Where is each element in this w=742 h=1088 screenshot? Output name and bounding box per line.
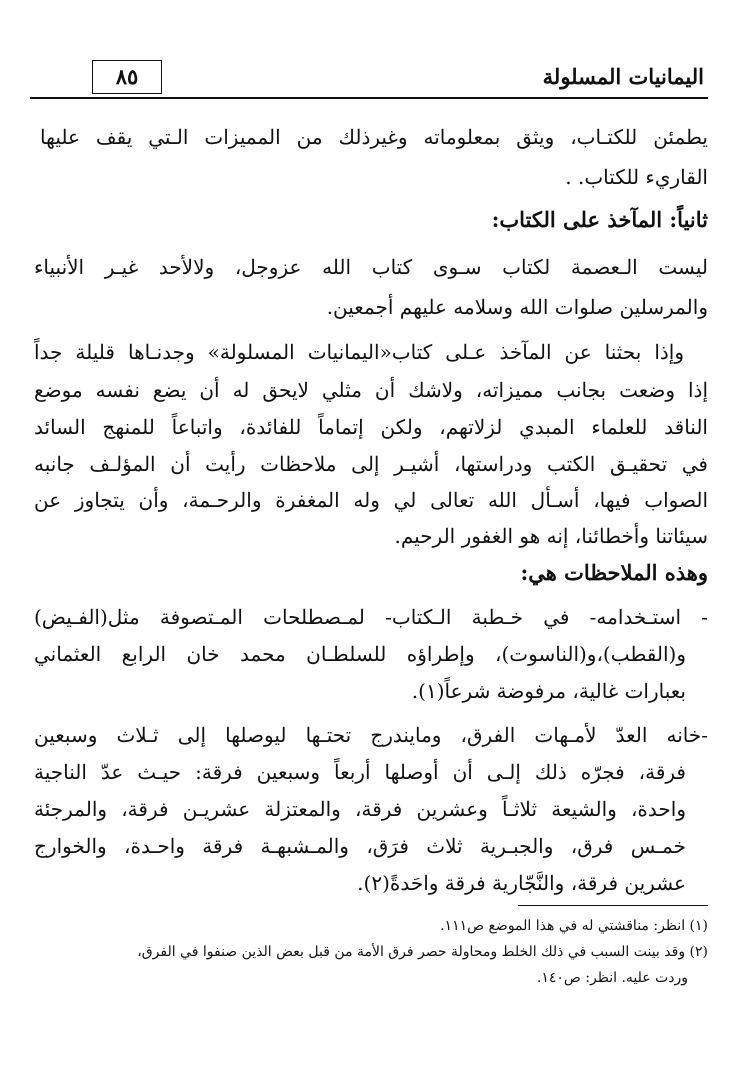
body-line: إذا وضعت بجانب مميزاته، ولاشك أن مثلي لايحق له أن يضع نفسه موضع: [34, 378, 708, 402]
running-header-title: اليمانيات المسلولة: [542, 64, 704, 89]
page-number-box: ٨٥: [92, 60, 162, 94]
list-item-line: واحدة، والشيعة ثلاثـاً وعشرين فرقة، والمعتزلة عشريـن فرقة، والمرجئة: [34, 797, 686, 821]
footnote-continuation: وردت عليه. انظر: ص١٤٠.: [536, 970, 688, 986]
list-item-line: فرقة، فجرّه ذلك إلـى أن أوصلها أربعاً وسبعين فرقة: حيـث عدّ الناجية: [34, 760, 686, 784]
body-line: يطمئن للكتـاب، ويثق بمعلوماته وغيرذلك من المميزات الـتي يقف عليها: [40, 125, 708, 149]
body-line: في تحقيـق الكتب ودراستها، أشيـر إلى ملاحظات رأيت أن المؤلـف جانبه: [34, 452, 708, 476]
list-item-line: - استـخدامه- في خـطبة الـكتاب- لمـصطلحات المـتصوفة مثل(الفـيض): [34, 605, 708, 629]
body-line: الناقد للعلماء المبدي لزلاتهم، ولكن إتماماً للفائدة، واتباعاً للمنهج السائد: [34, 415, 708, 439]
subsection-heading: وهذه الملاحظات هي:: [520, 560, 708, 585]
list-item-line: و(القطب)،و(الناسوت)، وإطراؤه للسلطـان محمد خان الرابع العثماني: [34, 642, 686, 666]
body-line: وإذا بحثنا عن المآخذ عـلى كتاب«اليمانيات المسلولة» وجدنـاها قليلة جداً: [34, 340, 684, 364]
body-line: القاريء للكتاب. .: [565, 165, 708, 189]
footnote-rule: [518, 905, 708, 906]
footnote: (٢) وقد بينت السبب في ذلك الخلط ومحاولة حصر فرق الأمة من قبل بعض الذين صنفوا في الفرق،: [137, 944, 708, 960]
section-heading: ثانياً: المآخذ على الكتاب:: [491, 207, 708, 232]
list-item-line: -خانه العدّ لأمـهات الفرق، ومايندرج تحتـها ليوصلها إلى ثـلاث وسبعين: [34, 723, 708, 747]
body-line: ليست الـعصمة لكتاب سـوى كتاب الله عزوجل، ولالأحد غيـر الأنبياء: [34, 255, 708, 279]
header-rule: [30, 97, 708, 99]
body-line: سيئاتنا وأخطائنا، إنه هو الغفور الرحيم.: [394, 524, 708, 548]
footnote: (١) انظر: مناقشتي له في هذا الموضع ص١١١.: [440, 918, 708, 934]
list-item-line: خمـس فرق، والجبـرية ثلاث فرَق، والمـشبهـة فرقة واحـدة، والخوارج: [34, 834, 686, 858]
body-line: الصواب فيها، أسـأل الله تعالى لي وله المغفرة والرحـمة، وأن يتجاوز عن: [34, 488, 708, 512]
list-item-line: بعبارات غالية، مرفوضة شرعاً(١).: [411, 679, 686, 703]
body-line: والمرسلين صلوات الله وسلامه عليهم أجمعين.: [326, 295, 708, 319]
list-item-line: عشرين فرقة، والنَّجّارية فرقة واحَدةً(٢).: [357, 871, 686, 895]
